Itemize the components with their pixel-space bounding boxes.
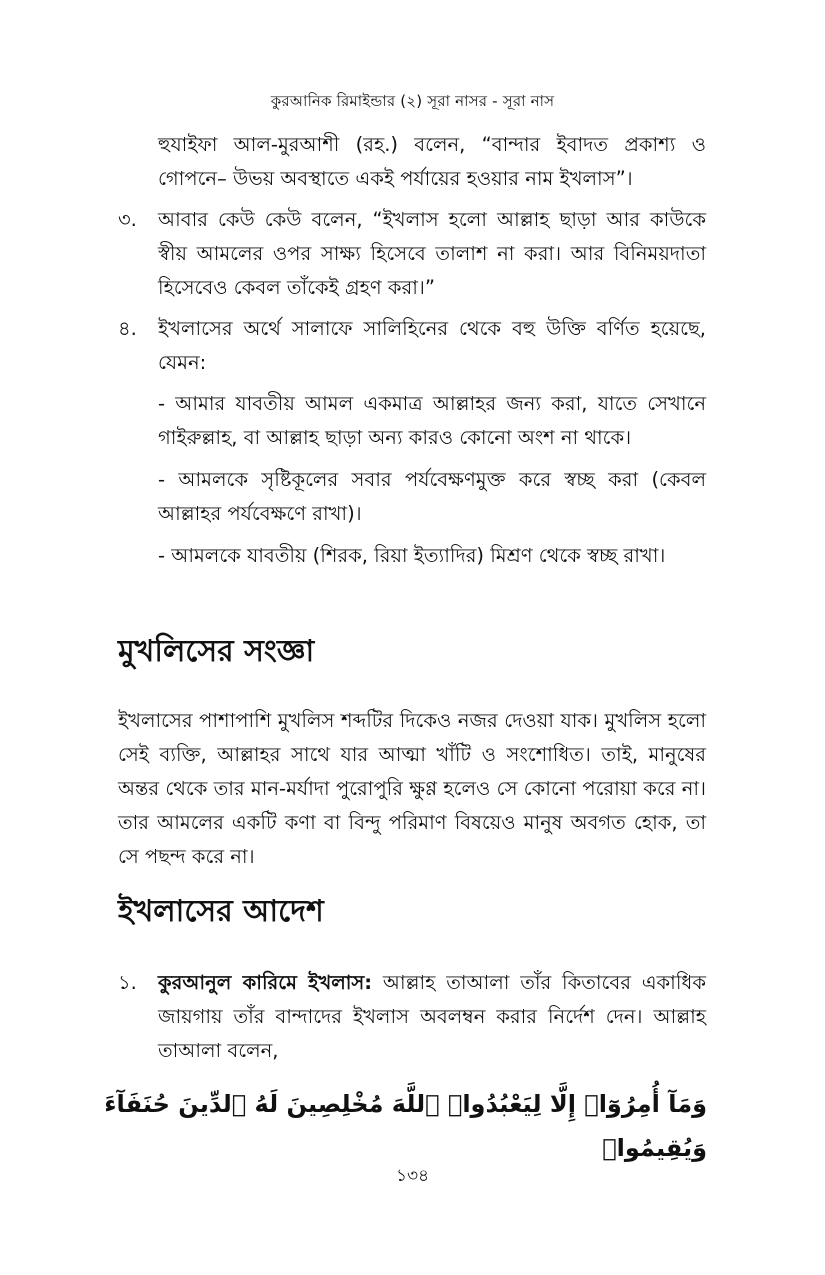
- list-item-3: আবার কেউ কেউ বলেন, “ইখলাস হলো আল্লাহ ছাড়া আর কাউকে স্বীয় আমলের ওপর সাক্ষ্য হিসেবে তালাশ না করা। আর বিনিময়দাতা হিসেবেও কেবল তাঁকেই গ্রহণ করা।”: [158, 208, 706, 299]
- sub-point-3: - আমলকে যাবতীয় (শিরক, রিয়া ইত্যাদির) মিশ্রণ থেকে স্বচ্ছ রাখা।: [158, 544, 666, 567]
- page-number: ১৩৪: [395, 1166, 430, 1186]
- list-item-1: [158, 966, 706, 1068]
- section-body-mukhlis: ইখলাসের পাশাপাশি মুখলিস শব্দটির দিকেও নজর দেওয়া যাক। মুখলিস হলো সেই ব্যক্তি, আল্লাহর সাথে যার আত্মা খাঁটি ও সংশোধিত। তাই, মানুষের অন্তর থেকে তার মান-মর্যাদা পুরোপুরি ক্ষুণ্ণ হলেও সে কোনো পরোয়া করে না। তার আমলের একটি কণা বা বিন্দু পরিমাণ বিষয়েও মানুষ অবগত হোক, তা সে পছন্দ করে না।: [118, 709, 706, 868]
- list-item-1-text: আল্লাহ তাআলা তাঁর কিতাবের একাধিক জায়গায় তাঁর বান্দাদের ইখলাস অবলম্বন করার নির্দেশ দেন। আল্লাহ তাআলা বলেন,: [158, 971, 706, 1062]
- section-heading-command: ইখলাসের আদেশ: [118, 894, 324, 929]
- list-item-4: ইখলাসের অর্থে সালাফে সালিহিনের থেকে বহু উক্তি বর্ণিত হয়েছে, যেমন:: [158, 317, 706, 374]
- list-number-4: ৪.: [118, 317, 137, 340]
- intro-continuation: হুযাইফা আল-মুরআশী (রহ.) বলেন, “বান্দার ইবাদত প্রকাশ্য ও গোপনে– উভয় অবস্থাতে একই পর্যায়ের হওয়ার নাম ইখলাস”।: [158, 133, 706, 190]
- sub-point-2: - আমলকে সৃষ্টিকূলের সবার পর্যবেক্ষণমুক্ত করে স্বচ্ছ করা (কেবল আল্লাহর পর্যবেক্ষণে রাখা)।: [158, 468, 706, 525]
- arabic-verse: وَمَآ أُمِرُوٓا۟ إِلَّا لِيَعْبُدُوا۟ ٱللَّهَ مُخْلِصِينَ لَهُ ٱلدِّينَ حُنَفَآءَ وَيُقِيمُوا۟: [104, 1090, 707, 1162]
- running-header: কুরআনিক রিমাইন্ডার (২) সূরা নাসর - সূরা নাস: [270, 92, 555, 110]
- sub-point-1: - আমার যাবতীয় আমল একমাত্র আল্লাহর জন্য করা, যাতে সেখানে গাইরুল্লাহ, বা আল্লাহ ছাড়া অন্য কারও কোনো অংশ না থাকে।: [158, 392, 706, 449]
- list-number-1: ১.: [118, 971, 137, 994]
- section-heading-mukhlis: মুখলিসের সংজ্ঞা: [118, 634, 315, 669]
- list-item-1-lead: কুরআনুল কারিমে ইখলাস:: [158, 971, 373, 994]
- list-number-3: ৩.: [118, 208, 137, 231]
